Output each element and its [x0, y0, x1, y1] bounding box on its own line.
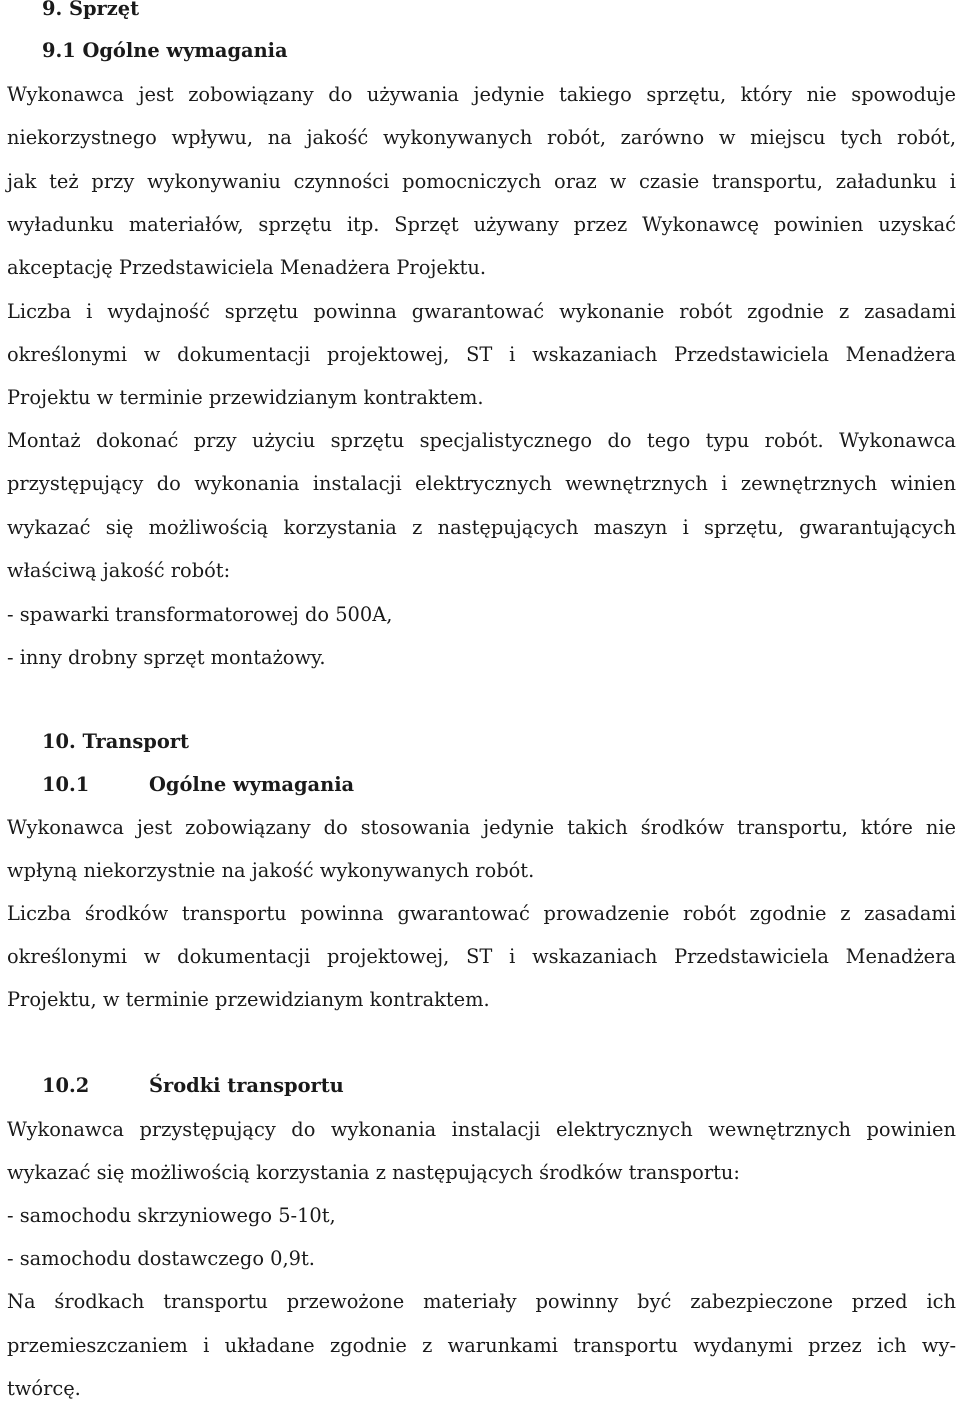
- paragraph-line: Montaż dokonać przy użyciu sprzętu specjalistycznego do tego typu robót. Wykonawca: [7, 429, 956, 452]
- paragraph-line: określonymi w dokumentacji projektowej, ST i wskazaniach Przedstawiciela Menadżera: [7, 343, 956, 366]
- paragraph-line: wyładunku materiałów, sprzętu itp. Sprzęt używany przez Wykonawcę powinien uzyskać: [7, 213, 956, 236]
- paragraph-line: określonymi w dokumentacji projektowej, ST i wskazaniach Przedstawiciela Menadżera: [7, 945, 956, 968]
- section-10-2-title: Środki transportu: [149, 1074, 344, 1097]
- paragraph-line: Liczba i wydajność sprzętu powinna gwarantować wykonanie robót zgodnie z zasadami: [7, 300, 956, 323]
- paragraph-line: wpłyną niekorzystnie na jakość wykonywanych robót.: [7, 859, 535, 882]
- list-item: - samochodu dostawczego 0,9t.: [7, 1247, 315, 1270]
- paragraph-line: niekorzystnego wpływu, na jakość wykonywanych robót, zarówno w miejscu tych robót,: [7, 126, 956, 149]
- section-10-heading: 10. Transport: [42, 730, 189, 753]
- paragraph-line: akceptację Przedstawiciela Menadżera Projektu.: [7, 256, 487, 279]
- paragraph-line: Projektu, w terminie przewidzianym kontraktem.: [7, 988, 490, 1011]
- section-10-1-title: Ogólne wymagania: [149, 773, 355, 796]
- paragraph-line: wykazać się możliwością korzystania z następujących maszyn i sprzętu, gwarantujących: [7, 516, 956, 539]
- paragraph-line: przemieszczaniem i układane zgodnie z warunkami transportu wydanymi przez ich wy-: [7, 1334, 956, 1357]
- paragraph-line: wykazać się możliwością korzystania z następujących środków transportu:: [7, 1161, 740, 1184]
- list-item: - samochodu skrzyniowego 5-10t,: [7, 1204, 336, 1227]
- list-item: - spawarki transformatorowej do 500A,: [7, 603, 393, 626]
- paragraph-line: twórcę.: [7, 1377, 81, 1400]
- paragraph-line: właściwą jakość robót:: [7, 559, 231, 582]
- section-10-2-number: 10.2: [42, 1074, 90, 1097]
- paragraph-line: Wykonawca przystępujący do wykonania instalacji elektrycznych wewnętrznych powinien: [7, 1118, 956, 1141]
- paragraph-line: Na środkach transportu przewożone materiały powinny być zabezpieczone przed ich: [7, 1290, 956, 1313]
- list-item: - inny drobny sprzęt montażowy.: [7, 646, 326, 669]
- paragraph-line: przystępujący do wykonania instalacji elektrycznych wewnętrznych i zewnętrznych winien: [7, 472, 956, 495]
- paragraph-line: Liczba środków transportu powinna gwarantować prowadzenie robót zgodnie z zasadami: [7, 902, 956, 925]
- section-9-1-heading: 9.1 Ogólne wymagania: [42, 39, 288, 62]
- section-9-heading: 9. Sprzęt: [42, 0, 140, 20]
- paragraph-line: Wykonawca jest zobowiązany do używania jedynie takiego sprzętu, który nie spowoduje: [7, 83, 956, 106]
- section-10-1-number: 10.1: [42, 773, 90, 796]
- paragraph-line: Projektu w terminie przewidzianym kontraktem.: [7, 386, 484, 409]
- paragraph-line: jak też przy wykonywaniu czynności pomocniczych oraz w czasie transportu, załadunku i: [7, 170, 956, 193]
- paragraph-line: Wykonawca jest zobowiązany do stosowania jedynie takich środków transportu, które nie: [7, 816, 956, 839]
